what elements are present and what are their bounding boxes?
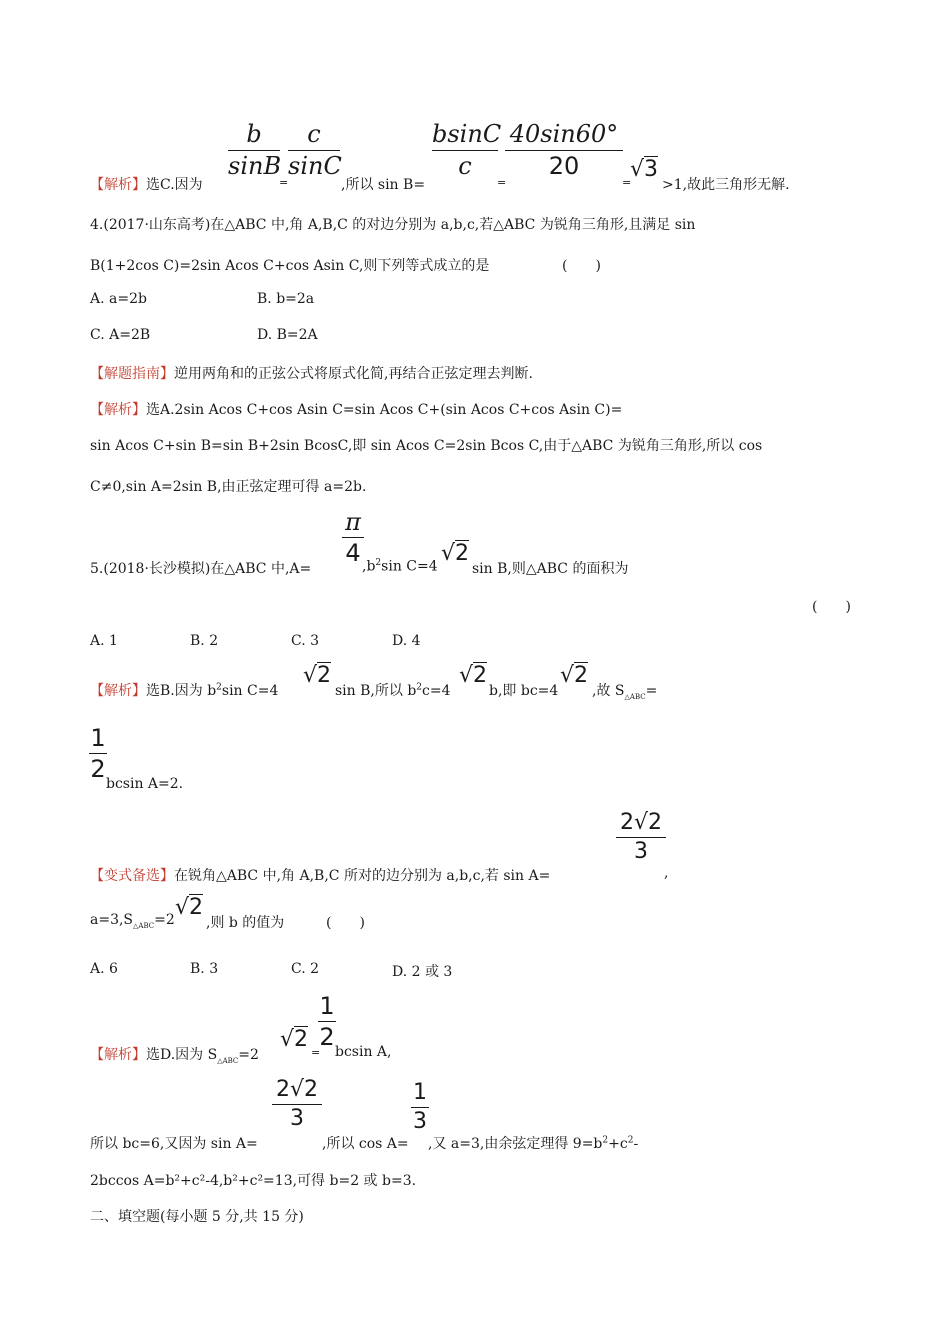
fraction-bar [342, 537, 364, 538]
radical-sign: √ [303, 663, 318, 688]
radicand: 2 [473, 663, 488, 688]
eq-sign: = [497, 176, 507, 189]
q4-option-c: C. A=2B [90, 327, 151, 343]
q5-option-c: C. 3 [291, 633, 320, 649]
radical-sign: √ [459, 663, 474, 688]
radical-sign: √ [441, 541, 456, 566]
q5-stem-b [362, 558, 438, 575]
fraction-bar [288, 150, 340, 151]
sqrt-2 [303, 662, 331, 688]
fraction-denominator: 4 [345, 539, 361, 567]
fraction-numerator: 2√2 [275, 1077, 318, 1102]
variant-bracket: ( ) [326, 915, 365, 931]
radicand: 2 [294, 1027, 309, 1052]
fraction-bar [432, 150, 498, 151]
q5-stem-d: sin B,则△ABC 的面积为 [472, 561, 629, 577]
fraction-denominator: sinB [228, 152, 282, 180]
answer-text [335, 680, 451, 700]
section-heading: 二、填空题(每小题 5 分,共 15 分) [90, 1209, 304, 1225]
fraction-bar [411, 1107, 429, 1108]
sqrt-2 [560, 662, 588, 688]
eq-sign: = [622, 176, 632, 189]
radicand: 2 [574, 663, 589, 688]
subscript: △ABC [624, 692, 646, 701]
eq-sign: = [279, 176, 289, 189]
answer-text: 选D.因为 S [146, 1047, 218, 1063]
variant-text: ,则 b 的值为 [206, 915, 285, 931]
q5-text: sin C=4 [381, 558, 438, 575]
fraction-numerator: 1 [413, 1080, 427, 1105]
sqrt-2 [175, 894, 203, 920]
answer-text: =2 [238, 1047, 259, 1063]
variant-text: , [664, 865, 669, 881]
fraction-numerator: 1 [90, 724, 106, 752]
fraction-2sqrt2-over-3 [616, 812, 666, 863]
q3-answer-line [90, 174, 203, 194]
fraction-denominator: sinC [288, 152, 342, 180]
answer-text: 选A.2sin Acos C+cos Asin C=sin Acos C+(sin Acos C+cos Asin C)= [146, 402, 623, 418]
fraction-2sqrt2-over-3 [272, 1079, 322, 1130]
fraction-denominator: 3 [634, 839, 648, 864]
fraction-40sin60-over-20 [505, 122, 623, 178]
q4-answer-line1 [90, 399, 622, 419]
fraction-bar [89, 753, 107, 754]
sqrt-3 [630, 156, 658, 182]
exponent: 2 [416, 682, 423, 693]
answer-text [428, 1133, 638, 1153]
fraction-numerator: 40sin60° [509, 120, 619, 148]
answer-text: +c [608, 1136, 628, 1152]
answer-text: 选B.因为 b [146, 683, 217, 699]
answer-text: bcsin A, [335, 1044, 392, 1060]
variant-line2 [90, 912, 175, 930]
answer-text [592, 680, 657, 701]
answer-text: = [645, 683, 658, 699]
fraction-numerator: 1 [319, 992, 335, 1020]
fraction-numerator: bsinC [432, 120, 502, 148]
answer-text: >1,故此三角形无解. [662, 177, 790, 193]
q4-guide [90, 363, 533, 383]
fraction-denominator: 3 [290, 1106, 304, 1131]
radicand: 2 [189, 895, 204, 920]
q5-option-a: A. 1 [90, 633, 118, 649]
answer-text: sin C=4 [221, 683, 279, 699]
fraction-bar [272, 1104, 322, 1105]
q4-option-d: D. B=2A [257, 327, 318, 343]
answer-text: c=4 [422, 683, 451, 699]
q4-answer-line3: C≠0,sin A=2sin B,由正弦定理可得 a=2b. [90, 479, 367, 495]
exponent: 2 [602, 1135, 609, 1146]
radicand: 2 [455, 541, 470, 566]
guide-tag: 【解题指南】 [90, 366, 174, 382]
fraction-pi-over-4 [342, 510, 364, 565]
variant-option-a: A. 6 [90, 961, 118, 977]
variant-tag: 【变式备选】 [90, 868, 174, 884]
fraction-one-half [318, 994, 336, 1049]
fraction-numerator: 2√2 [619, 810, 662, 835]
variant-text: 在锐角△ABC 中,角 A,B,C 所对的边分别为 a,b,c,若 sin A= [174, 868, 551, 884]
fraction-bar [505, 150, 623, 151]
fraction-b-over-sinB [228, 122, 280, 178]
guide-text: 逆用两角和的正弦公式将原式化简,再结合正弦定理去判断. [174, 366, 533, 382]
answer-text: ,又 a=3,由余弦定理得 9=b [428, 1136, 603, 1152]
variant-option-c: C. 2 [291, 961, 320, 977]
q4-answer-line2: sin Acos C+sin B=sin B+2sin BcosC,即 sin Acos C=2sin Bcos C,由于△ABC 为锐角三角形,所以 cos [90, 438, 763, 454]
variant-line1 [90, 865, 550, 885]
radicand: 3 [644, 157, 659, 182]
fraction-c-over-sinC [288, 122, 340, 178]
answer-tag: 【解析】 [90, 1047, 146, 1063]
fraction-denominator: 3 [413, 1109, 427, 1134]
radical-sign: √ [560, 663, 575, 688]
answer-text: - [633, 1136, 639, 1152]
variant-answer-line1 [90, 1044, 259, 1065]
variant-answer-line2a: 所以 bc=6,又因为 sin A= [90, 1136, 258, 1152]
q4-option-b: B. b=2a [257, 291, 315, 307]
q4-bracket: ( ) [562, 258, 601, 274]
fraction-one-third [411, 1082, 429, 1133]
radical-sign: √ [175, 895, 190, 920]
sqrt-2 [280, 1026, 308, 1052]
variant-option-d: D. 2 或 3 [392, 964, 453, 980]
answer-text: ,所以 cos A= [322, 1136, 409, 1152]
sqrt-2 [441, 540, 469, 566]
exponent: 2 [375, 558, 382, 568]
fraction-denominator: c [458, 152, 472, 180]
variant-answer-line3: 2bccos A=b²+c²-4,b²+c²=13,可得 b=2 或 b=3. [90, 1173, 417, 1189]
exponent: 2 [216, 682, 222, 693]
q5-answer-line1 [90, 680, 278, 700]
radical-sign: √ [630, 157, 645, 182]
fraction-numerator: b [246, 120, 262, 148]
fraction-denominator: 2 [90, 755, 106, 783]
q5-text: ,b [362, 558, 376, 575]
variant-text: a=3,S [90, 912, 134, 928]
fraction-bar [318, 1021, 336, 1022]
q5-option-d: D. 4 [392, 633, 421, 649]
variant-option-b: B. 3 [190, 961, 219, 977]
answer-text: ,所以 sin B= [341, 177, 426, 193]
q4-option-a: A. a=2b [90, 291, 147, 307]
q5-bracket: ( ) [812, 599, 851, 615]
answer-text: ,故 S [592, 683, 625, 699]
q4-stem-line1: 4.(2017·山东高考)在△ABC 中,角 A,B,C 的对边分别为 a,b,c,若△ABC 为锐角三角形,且满足 sin [90, 217, 696, 233]
answer-tag: 【解析】 [90, 683, 146, 699]
q4-stem-line2: B(1+2cos C)=2sin Acos C+cos Asin C,则下列等式成立的是 [90, 258, 490, 274]
exponent: 2 [627, 1135, 634, 1146]
answer-text: b,即 bc=4 [489, 683, 559, 699]
q5-stem-a: 5.(2018·长沙模拟)在△ABC 中,A= [90, 561, 312, 577]
answer-tag: 【解析】 [90, 177, 146, 193]
q5-answer-line2: bcsin A=2. [106, 776, 184, 792]
fraction-denominator: 2 [319, 1023, 335, 1051]
fraction-bsinC-over-c [432, 120, 502, 180]
radicand: 2 [317, 663, 332, 688]
eq-sign: = [311, 1046, 321, 1059]
radical-sign: √ [280, 1027, 295, 1052]
fraction-numerator: π [345, 508, 361, 536]
fraction-one-half [89, 726, 107, 781]
subscript: △ABC [217, 1056, 239, 1065]
fraction-denominator: 20 [548, 152, 580, 180]
answer-text: sin B,所以 b [335, 683, 417, 699]
variant-text: =2 [154, 912, 175, 928]
subscript: △ABC [133, 921, 155, 930]
answer-text: 选C.因为 [146, 177, 203, 193]
q5-option-b: B. 2 [190, 633, 219, 649]
fraction-numerator: c [307, 120, 321, 148]
answer-tag: 【解析】 [90, 402, 146, 418]
fraction-bar [616, 837, 666, 838]
sqrt-2 [459, 662, 487, 688]
fraction-bar [228, 150, 280, 151]
